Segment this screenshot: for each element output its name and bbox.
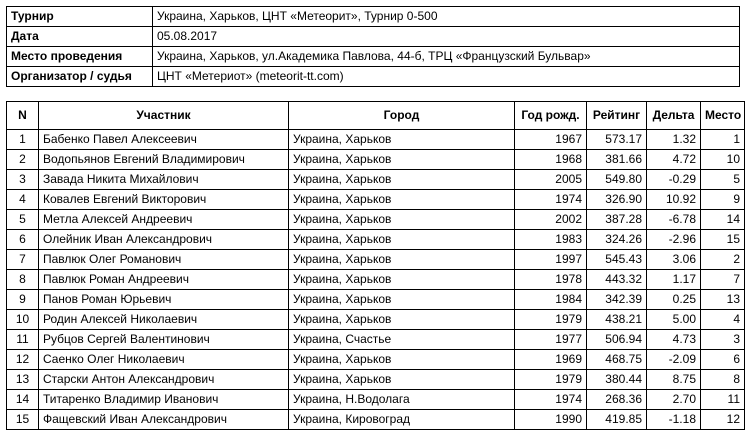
cell-rating: 443.32 xyxy=(587,270,647,290)
cell-number: 15 xyxy=(7,410,39,430)
cell-number: 11 xyxy=(7,330,39,350)
cell-birth-year: 2002 xyxy=(515,210,587,230)
cell-number: 7 xyxy=(7,250,39,270)
cell-delta: 1.32 xyxy=(647,130,701,150)
table-row xyxy=(7,170,745,190)
cell-place: 4 xyxy=(701,310,745,330)
cell-birth-year: 1974 xyxy=(515,390,587,410)
cell-delta: 8.75 xyxy=(647,370,701,390)
venue-label: Место проведения xyxy=(7,47,153,67)
cell-place: 5 xyxy=(701,170,745,190)
cell-delta: -1.18 xyxy=(647,410,701,430)
cell-delta: -2.09 xyxy=(647,350,701,370)
venue-value: Украина, Харьков, ул.Академика Павлова, 44-б, ТРЦ «Французский Бульвар» xyxy=(153,47,740,67)
cell-place: 6 xyxy=(701,350,745,370)
cell-participant: Саенко Олег Николаевич xyxy=(39,350,289,370)
header-birth-year: Год рожд. xyxy=(515,102,587,130)
cell-participant: Павлюк Олег Романович xyxy=(39,250,289,270)
cell-number: 12 xyxy=(7,350,39,370)
cell-birth-year: 1977 xyxy=(515,330,587,350)
info-row-organizer xyxy=(7,67,740,87)
header-place: Место xyxy=(701,102,745,130)
info-row-date xyxy=(7,27,740,47)
cell-place: 13 xyxy=(701,290,745,310)
cell-city: Украина, Счастье xyxy=(289,330,515,350)
tournament-info-table xyxy=(6,6,740,87)
cell-place: 14 xyxy=(701,210,745,230)
cell-rating: 324.26 xyxy=(587,230,647,250)
cell-birth-year: 1969 xyxy=(515,350,587,370)
cell-number: 8 xyxy=(7,270,39,290)
cell-place: 10 xyxy=(701,150,745,170)
cell-birth-year: 2005 xyxy=(515,170,587,190)
cell-birth-year: 1967 xyxy=(515,130,587,150)
cell-participant: Павлюк Роман Андреевич xyxy=(39,270,289,290)
cell-place: 9 xyxy=(701,190,745,210)
cell-birth-year: 1997 xyxy=(515,250,587,270)
cell-delta: 4.73 xyxy=(647,330,701,350)
cell-number: 9 xyxy=(7,290,39,310)
cell-city: Украина, Харьков xyxy=(289,130,515,150)
cell-rating: 342.39 xyxy=(587,290,647,310)
cell-participant: Олейник Иван Александрович xyxy=(39,230,289,250)
cell-participant: Бабенко Павел Алексеевич xyxy=(39,130,289,150)
cell-number: 14 xyxy=(7,390,39,410)
cell-number: 4 xyxy=(7,190,39,210)
table-row xyxy=(7,130,745,150)
table-row xyxy=(7,250,745,270)
cell-rating: 419.85 xyxy=(587,410,647,430)
cell-rating: 549.80 xyxy=(587,170,647,190)
cell-number: 13 xyxy=(7,370,39,390)
cell-city: Украина, Харьков xyxy=(289,350,515,370)
tournament-label: Турнир xyxy=(7,7,153,27)
results-header-row xyxy=(7,102,745,130)
cell-delta: 4.72 xyxy=(647,150,701,170)
cell-participant: Старски Антон Александрович xyxy=(39,370,289,390)
cell-city: Украина, Харьков xyxy=(289,370,515,390)
table-row xyxy=(7,210,745,230)
info-row-tournament xyxy=(7,7,740,27)
table-row xyxy=(7,290,745,310)
date-value: 05.08.2017 xyxy=(153,27,740,47)
table-row xyxy=(7,310,745,330)
cell-participant: Фащевский Иван Александрович xyxy=(39,410,289,430)
header-rating: Рейтинг xyxy=(587,102,647,130)
cell-birth-year: 1978 xyxy=(515,270,587,290)
results-body xyxy=(7,130,745,430)
organizer-label: Организатор / судья xyxy=(7,67,153,87)
cell-delta: 2.70 xyxy=(647,390,701,410)
cell-number: 3 xyxy=(7,170,39,190)
header-delta: Дельта xyxy=(647,102,701,130)
table-row xyxy=(7,230,745,250)
cell-number: 2 xyxy=(7,150,39,170)
cell-city: Украина, Харьков xyxy=(289,310,515,330)
table-row xyxy=(7,410,745,430)
cell-rating: 380.44 xyxy=(587,370,647,390)
cell-participant: Титаренко Владимир Иванович xyxy=(39,390,289,410)
cell-participant: Панов Роман Юрьевич xyxy=(39,290,289,310)
cell-birth-year: 1974 xyxy=(515,190,587,210)
cell-delta: -2.96 xyxy=(647,230,701,250)
cell-city: Украина, Харьков xyxy=(289,270,515,290)
cell-city: Украина, Харьков xyxy=(289,230,515,250)
table-row xyxy=(7,190,745,210)
cell-place: 11 xyxy=(701,390,745,410)
cell-rating: 506.94 xyxy=(587,330,647,350)
cell-number: 10 xyxy=(7,310,39,330)
cell-rating: 387.28 xyxy=(587,210,647,230)
cell-delta: -6.78 xyxy=(647,210,701,230)
cell-birth-year: 1979 xyxy=(515,370,587,390)
cell-city: Украина, Харьков xyxy=(289,150,515,170)
table-row xyxy=(7,150,745,170)
cell-rating: 381.66 xyxy=(587,150,647,170)
cell-delta: 0.25 xyxy=(647,290,701,310)
cell-delta: 1.17 xyxy=(647,270,701,290)
cell-place: 2 xyxy=(701,250,745,270)
info-row-venue xyxy=(7,47,740,67)
cell-city: Украина, Харьков xyxy=(289,170,515,190)
cell-place: 3 xyxy=(701,330,745,350)
table-row xyxy=(7,270,745,290)
cell-number: 6 xyxy=(7,230,39,250)
cell-city: Украина, Н.Водолага xyxy=(289,390,515,410)
table-row xyxy=(7,350,745,370)
results-table xyxy=(6,101,745,430)
cell-place: 12 xyxy=(701,410,745,430)
cell-place: 7 xyxy=(701,270,745,290)
cell-place: 1 xyxy=(701,130,745,150)
header-participant: Участник xyxy=(39,102,289,130)
cell-participant: Метла Алексей Андреевич xyxy=(39,210,289,230)
tournament-value: Украина, Харьков, ЦНТ «Метеорит», Турнир 0-500 xyxy=(153,7,740,27)
cell-city: Украина, Харьков xyxy=(289,190,515,210)
cell-participant: Родин Алексей Николаевич xyxy=(39,310,289,330)
header-number: N xyxy=(7,102,39,130)
cell-city: Украина, Харьков xyxy=(289,210,515,230)
cell-participant: Водопьянов Евгений Владимирович xyxy=(39,150,289,170)
date-label: Дата xyxy=(7,27,153,47)
cell-birth-year: 1983 xyxy=(515,230,587,250)
cell-rating: 268.36 xyxy=(587,390,647,410)
table-row xyxy=(7,370,745,390)
cell-city: Украина, Харьков xyxy=(289,250,515,270)
cell-place: 15 xyxy=(701,230,745,250)
cell-participant: Рубцов Сергей Валентинович xyxy=(39,330,289,350)
organizer-value: ЦНТ «Метериот» (meteorit-tt.com) xyxy=(153,67,740,87)
cell-number: 5 xyxy=(7,210,39,230)
cell-birth-year: 1984 xyxy=(515,290,587,310)
cell-delta: 10.92 xyxy=(647,190,701,210)
table-row xyxy=(7,330,745,350)
header-city: Город xyxy=(289,102,515,130)
cell-rating: 573.17 xyxy=(587,130,647,150)
cell-city: Украина, Кировоград xyxy=(289,410,515,430)
cell-delta: 5.00 xyxy=(647,310,701,330)
cell-rating: 545.43 xyxy=(587,250,647,270)
cell-number: 1 xyxy=(7,130,39,150)
cell-birth-year: 1968 xyxy=(515,150,587,170)
cell-participant: Завада Никита Михайлович xyxy=(39,170,289,190)
cell-birth-year: 1979 xyxy=(515,310,587,330)
cell-rating: 438.21 xyxy=(587,310,647,330)
cell-rating: 326.90 xyxy=(587,190,647,210)
cell-participant: Ковалев Евгений Викторович xyxy=(39,190,289,210)
cell-rating: 468.75 xyxy=(587,350,647,370)
table-row xyxy=(7,390,745,410)
cell-birth-year: 1990 xyxy=(515,410,587,430)
cell-city: Украина, Харьков xyxy=(289,290,515,310)
cell-delta: 3.06 xyxy=(647,250,701,270)
cell-delta: -0.29 xyxy=(647,170,701,190)
cell-place: 8 xyxy=(701,370,745,390)
